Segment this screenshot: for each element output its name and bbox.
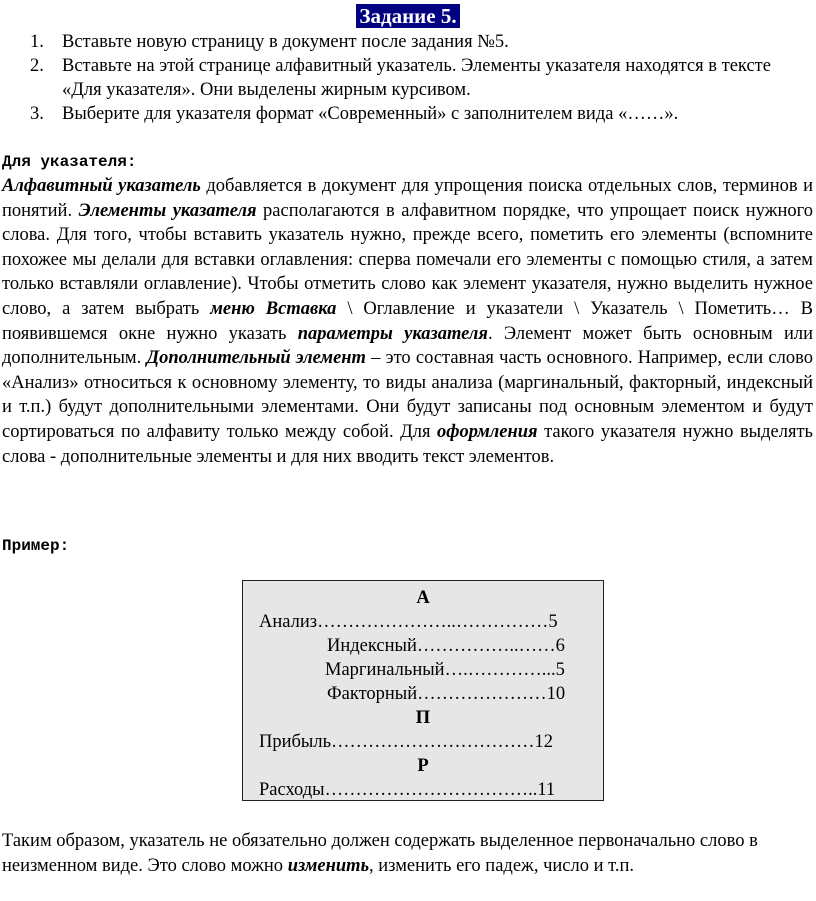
- section-heading: Для указателя:: [2, 153, 137, 171]
- body-text: – это составная часть основного. Например, если слово «Анализ» относиться к основному элементу, то виды анализа (маргинальный, факторный, индексный и т.п.) будут дополнительными элементами. Они будут записаны под основным элементом и будут сортироваться по алфавиту только между собой. Для: [2, 348, 813, 442]
- task-item: [30, 30, 807, 54]
- term-change: изменить: [287, 855, 370, 876]
- index-entry-sub: Факторный…………………10: [327, 684, 566, 704]
- task-number: 1.: [30, 32, 44, 52]
- term-alphabetic-index: Алфавитный указатель: [2, 176, 201, 196]
- body-paragraph: [2, 174, 813, 469]
- term-formatting: оформления: [437, 421, 538, 442]
- body-text: располагаются в алфавитном порядке, что упрощает поиск нужного слова. Для того, чтобы вставить указатель нужно, прежде всего, пометить его элементы (вспомните похожее мы делали для вставки оглавления: сперва помечали его элементы с помощью стиля, а затем только вставляли оглавление). Чтобы отметить слово как элемент указателя, нужно выделить нужное слово, а затем выбрать: [2, 200, 813, 319]
- task-title: Задание 5.: [356, 4, 459, 28]
- task-text: Вставьте новую страницу в документ после задания №5.: [62, 32, 509, 52]
- index-entry-sub: Индексный……………..……6: [327, 636, 565, 656]
- task-number: 2.: [30, 56, 44, 76]
- closing-text: Таким образом, указатель не обязательно должен содержать выделенное первоначально слово в неизменном виде. Это слово можно: [2, 831, 758, 876]
- index-entry-main: Расходы……………………………..11: [259, 780, 556, 800]
- title-wrap: [0, 4, 816, 28]
- index-letter-heading: П: [415, 708, 431, 728]
- task-item: [30, 54, 807, 102]
- index-entry-main: Анализ…………………..……………5: [259, 612, 558, 632]
- body-text: добавляется в документ для упрощения поиска отдельных слов, терминов и понятий.: [2, 176, 813, 221]
- task-text: Вставьте на этой странице алфавитный указатель. Элементы указателя находятся в тексте «Для указателя». Они выделены жирным курсивом.: [62, 56, 771, 100]
- example-heading: Пример:: [2, 537, 70, 555]
- task-list: [0, 30, 807, 126]
- body-text: . Элемент может быть основным или дополнительным.: [2, 323, 814, 369]
- closing-paragraph: [2, 829, 813, 878]
- task-number: 3.: [30, 104, 44, 124]
- body-text: такого указателя нужно выделять слова - дополнительные элементы и для них вводить текст элементов.: [2, 421, 813, 467]
- index-letter-heading: Р: [417, 756, 429, 776]
- term-index-parameters: параметры указателя: [297, 323, 488, 344]
- term-insert-menu: меню Вставка: [210, 298, 337, 319]
- index-example-box: [242, 580, 604, 801]
- body-text: \ Оглавление и указатели \ Указатель \ Пометить… В появившемся окне нужно указать: [2, 298, 813, 344]
- term-additional-element: Дополнительный элемент: [146, 348, 366, 369]
- index-entry-main: Прибыль……………………………12: [259, 732, 554, 752]
- index-letter-heading: А: [416, 588, 430, 608]
- term-index-elements: Элементы указателя: [78, 200, 257, 221]
- index-entry-sub: Маргинальный….…………...5: [325, 660, 565, 680]
- task-item: [30, 102, 807, 126]
- task-text: Выберите для указателя формат «Современный» с заполнителем вида «……».: [62, 104, 679, 124]
- closing-text: , изменить его падеж, число и т.п.: [369, 855, 634, 876]
